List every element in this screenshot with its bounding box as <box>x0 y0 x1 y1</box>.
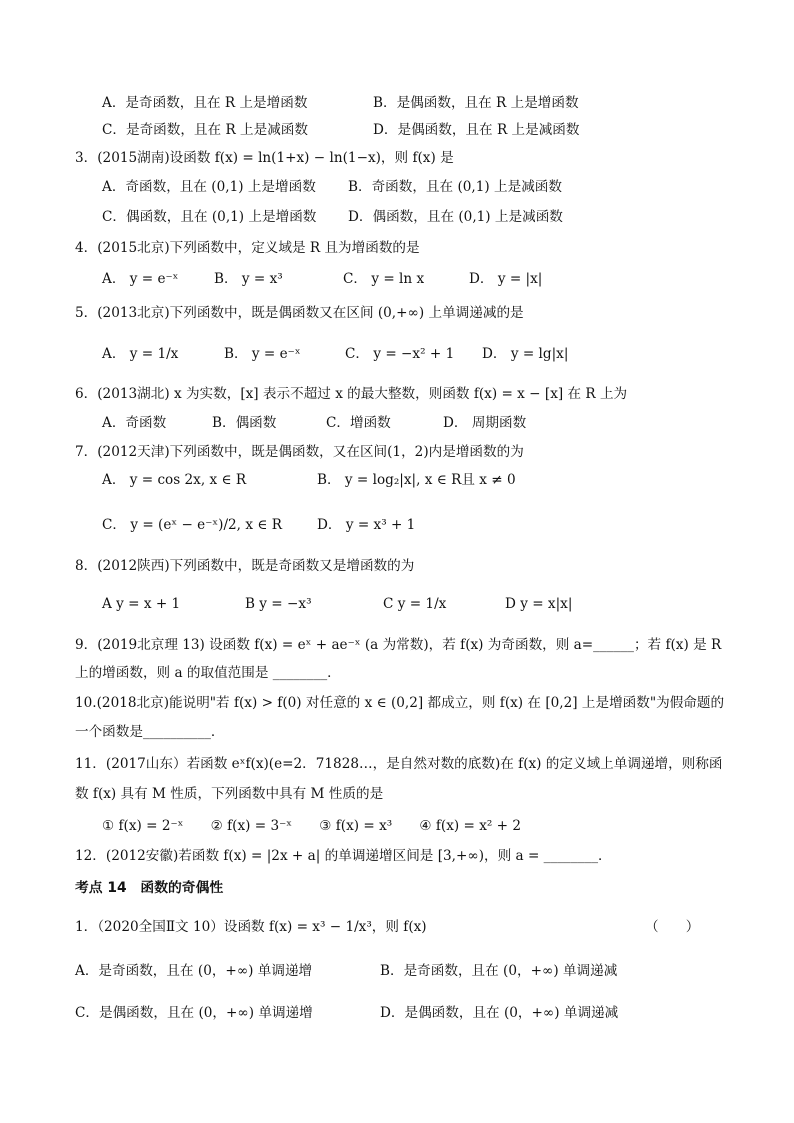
s1-option-a: A．是奇函数，且在 (0，+∞) 单调递增 <box>75 963 313 979</box>
q5-option-c: C． y = −x² + 1 <box>345 346 455 362</box>
s1-option-d: D．是偶函数，且在 (0，+∞) 单调递减 <box>380 1005 619 1021</box>
question-6: 6．(2013湖北) x 为实数，[x] 表示不超过 x 的最大整数，则函数 f(x) = x − [x] 在 R 上为 <box>75 386 628 402</box>
s1-option-c: C．是偶函数，且在 (0，+∞) 单调递增 <box>75 1005 313 1021</box>
question-5: 5．(2013北京)下列函数中，既是偶函数又在区间 (0,+∞) 上单调递减的是 <box>75 305 524 321</box>
q3-option-a: A．奇函数，且在 (0,1) 上是增函数 <box>102 179 316 195</box>
q4-option-a: A． y = e⁻ˣ <box>102 271 179 287</box>
question-8: 8．(2012陕西)下列函数中，既是奇函数又是增函数的为 <box>75 558 415 574</box>
q8-option-d: D y = x|x| <box>505 596 573 612</box>
q3-option-d: D．偶函数，且在 (0,1) 上是减函数 <box>348 209 563 225</box>
q4-option-d: D． y = |x| <box>469 271 543 287</box>
question-4: 4．(2015北京)下列函数中，定义域是 R 且为增函数的是 <box>75 240 420 256</box>
q7-option-b: B． y = log₂|x|, x ∈ R且 x ≠ 0 <box>317 472 516 488</box>
q4-option-c: C． y = ln x <box>343 271 425 287</box>
q2-option-b: B．是偶函数，且在 R 上是增函数 <box>373 95 579 111</box>
q5-option-a: A． y = 1/x <box>102 346 179 362</box>
q5-option-d: D． y = lg|x| <box>482 346 569 362</box>
q4-option-b: B． y = x³ <box>214 271 283 287</box>
q2-option-c: C．是奇函数，且在 R 上是减函数 <box>102 122 308 138</box>
s1-option-b: B．是奇函数，且在 (0，+∞) 单调递减 <box>380 963 618 979</box>
q5-option-b: B． y = e⁻ˣ <box>224 346 301 362</box>
q3-option-c: C．偶函数，且在 (0,1) 上是增函数 <box>102 209 317 225</box>
q6-option-a: A．奇函数 <box>102 415 167 431</box>
question-12: 12．(2012安徽)若函数 f(x) = |2x + a| 的单调递增区间是 [3,+∞)，则 a = ________． <box>75 848 612 864</box>
question-10-cont: 一个函数是__________． <box>75 724 225 740</box>
question-3: 3．(2015湖南)设函数 f(x) = ln(1+x) − ln(1−x)，则 f(x) 是 <box>75 150 454 166</box>
question-9-cont: 上的增函数，则 a 的取值范围是 ________． <box>75 665 341 681</box>
q6-option-d: D． 周期函数 <box>443 415 527 431</box>
q8-option-b: B y = −x³ <box>245 596 312 612</box>
question-10: 10.(2018北京)能说明"若 f(x) > f(0) 对任意的 x ∈ (0,2] 都成立，则 f(x) 在 [0,2] 上是增函数"为假命题的 <box>75 695 725 711</box>
q3-option-b: B．奇函数，且在 (0,1) 上是减函数 <box>348 179 562 195</box>
answer-bracket: （ ） <box>645 919 700 935</box>
q7-option-a: A． y = cos 2x, x ∈ R <box>102 472 247 488</box>
q6-option-c: C．增函数 <box>326 415 391 431</box>
q7-option-d: D． y = x³ + 1 <box>317 517 416 533</box>
question-7: 7．(2012天津)下列函数中，既是偶函数，又在区间(1，2)内是增函数的为 <box>75 444 524 460</box>
q11-options: ① f(x) = 2⁻ˣ ② f(x) = 3⁻ˣ ③ f(x) = x³ ④ f(x) = x² + 2 <box>102 818 522 834</box>
q7-option-c: C． y = (eˣ − e⁻ˣ)/2, x ∈ R <box>102 517 282 533</box>
q2-option-a: A．是奇函数，且在 R 上是增函数 <box>102 95 308 111</box>
question-11: 11．(2017山东）若函数 eˣf(x)(e=2．71828…，是自然对数的底数)在 f(x) 的定义域上单调递增，则称函 <box>75 756 723 772</box>
question-9: 9．(2019北京理 13) 设函数 f(x) = eˣ + ae⁻ˣ (a 为常数)，若 f(x) 为奇函数，则 a=______；若 f(x) 是 R <box>75 637 722 653</box>
section-heading: 考点 14 函数的奇偶性 <box>75 880 224 896</box>
q2-option-d: D．是偶函数，且在 R 上是减函数 <box>373 122 580 138</box>
q8-option-c: C y = 1/x <box>383 596 447 612</box>
question-11-cont: 数 f(x) 具有 M 性质，下列函数中具有 M 性质的是 <box>75 786 384 802</box>
q8-option-a: A y = x + 1 <box>102 596 181 612</box>
section-question-1: 1．（2020全国Ⅱ文 10）设函数 f(x) = x³ − 1/x³，则 f(x) <box>75 919 427 935</box>
q6-option-b: B．偶函数 <box>212 415 277 431</box>
